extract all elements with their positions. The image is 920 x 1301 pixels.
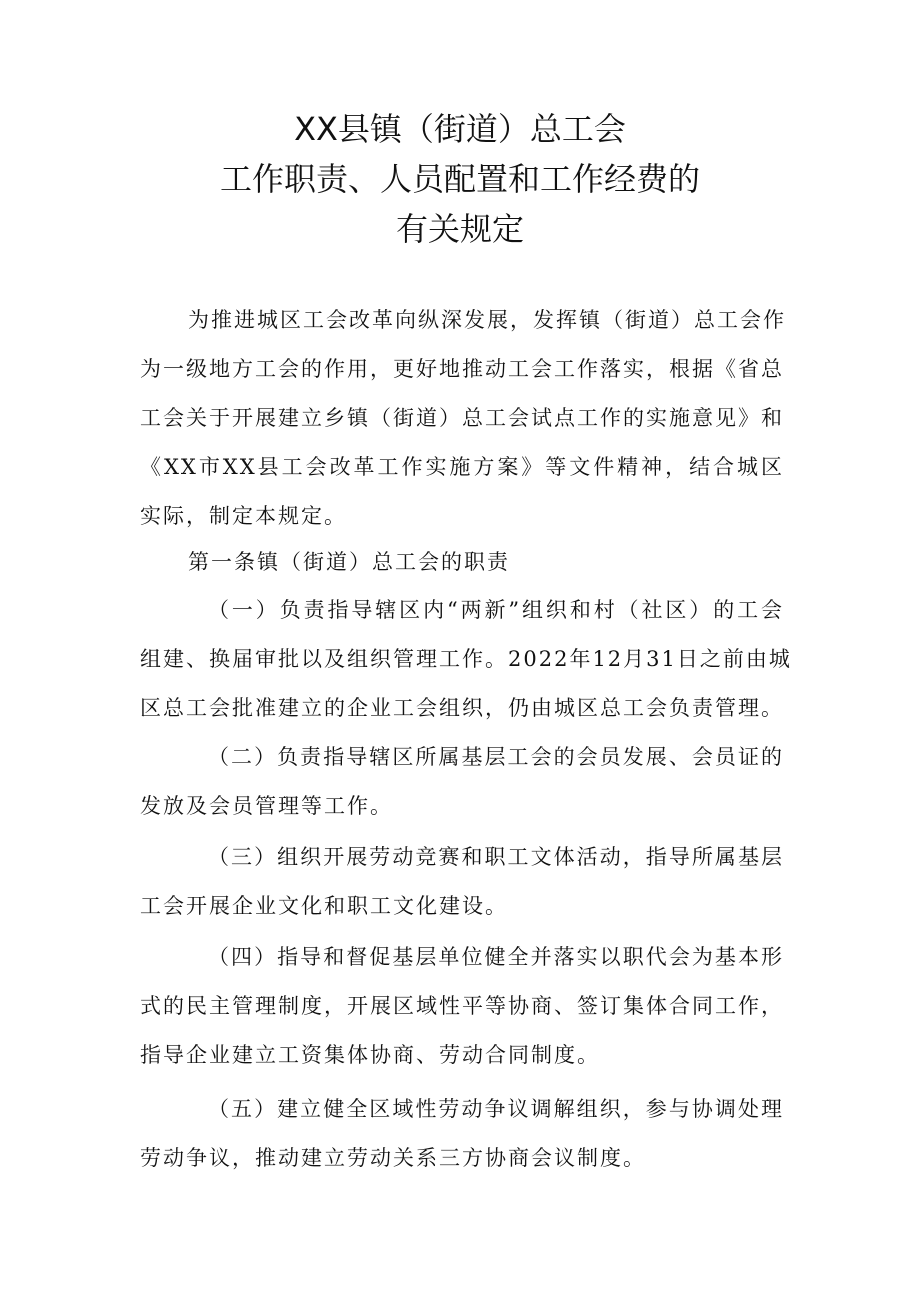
intro-line: 工会关于开展建立乡镇（街道）总工会试点工作的实施意见》和 — [140, 406, 784, 430]
item-paragraph-4 — [140, 933, 784, 1080]
item-line: （三）组织开展劳动竞赛和职工文体活动，指导所属基层 — [208, 845, 784, 869]
intro-line: 《XX市XX县工会改革工作实施方案》等文件精神，结合城区 — [140, 455, 784, 479]
item-line: （四）指导和督促基层单位健全并落实以职代会为基本形 — [208, 945, 784, 969]
document-title — [0, 104, 920, 254]
intro-line: 为推进城区工会改革向纵深发展，发挥镇（街道）总工会作 — [188, 308, 786, 332]
item-line: （二）负责指导辖区所属基层工会的会员发展、会员证的 — [208, 745, 784, 769]
item-paragraph-1 — [140, 586, 792, 733]
article-heading — [140, 538, 784, 587]
item-line: 劳动争议，推动建立劳动关系三方协商会议制度。 — [140, 1146, 646, 1170]
item-paragraph-5 — [140, 1085, 784, 1183]
item-line: 发放及会员管理等工作。 — [140, 794, 393, 818]
article-1-heading: 第一条镇（街道）总工会的职责 — [188, 550, 510, 574]
item-paragraph-2 — [140, 733, 784, 831]
title-line-2: 工作职责、人员配置和工作经费的 — [219, 160, 700, 198]
item-line: 区总工会批准建立的企业工会组织，仍由城区总工会负责管理。 — [140, 696, 784, 720]
item-line: （五）建立健全区域性劳动争议调解组织，参与协调处理 — [208, 1097, 784, 1121]
title-line-1: XX县镇（街道）总工会 — [294, 110, 626, 148]
item-line: 工会开展企业文化和职工文化建设。 — [140, 894, 508, 918]
intro-line: 实际，制定本规定。 — [140, 504, 347, 528]
item-line: 式的民主管理制度，开展区域性平等协商、签订集体合同工作， — [140, 994, 784, 1018]
item-paragraph-3 — [140, 833, 784, 931]
item-line: （一）负责指导辖区内“两新”组织和村（社区）的工会 — [208, 598, 784, 622]
intro-line: 为一级地方工会的作用，更好地推动工会工作落实，根据《省总 — [140, 357, 784, 381]
title-line-3: 有关规定 — [395, 210, 524, 248]
intro-paragraph — [140, 296, 784, 541]
item-line: 组建、换届审批以及组织管理工作。2022年12月31日之前由城 — [140, 647, 792, 671]
item-line: 指导企业建立工资集体协商、劳动合同制度。 — [140, 1043, 600, 1067]
